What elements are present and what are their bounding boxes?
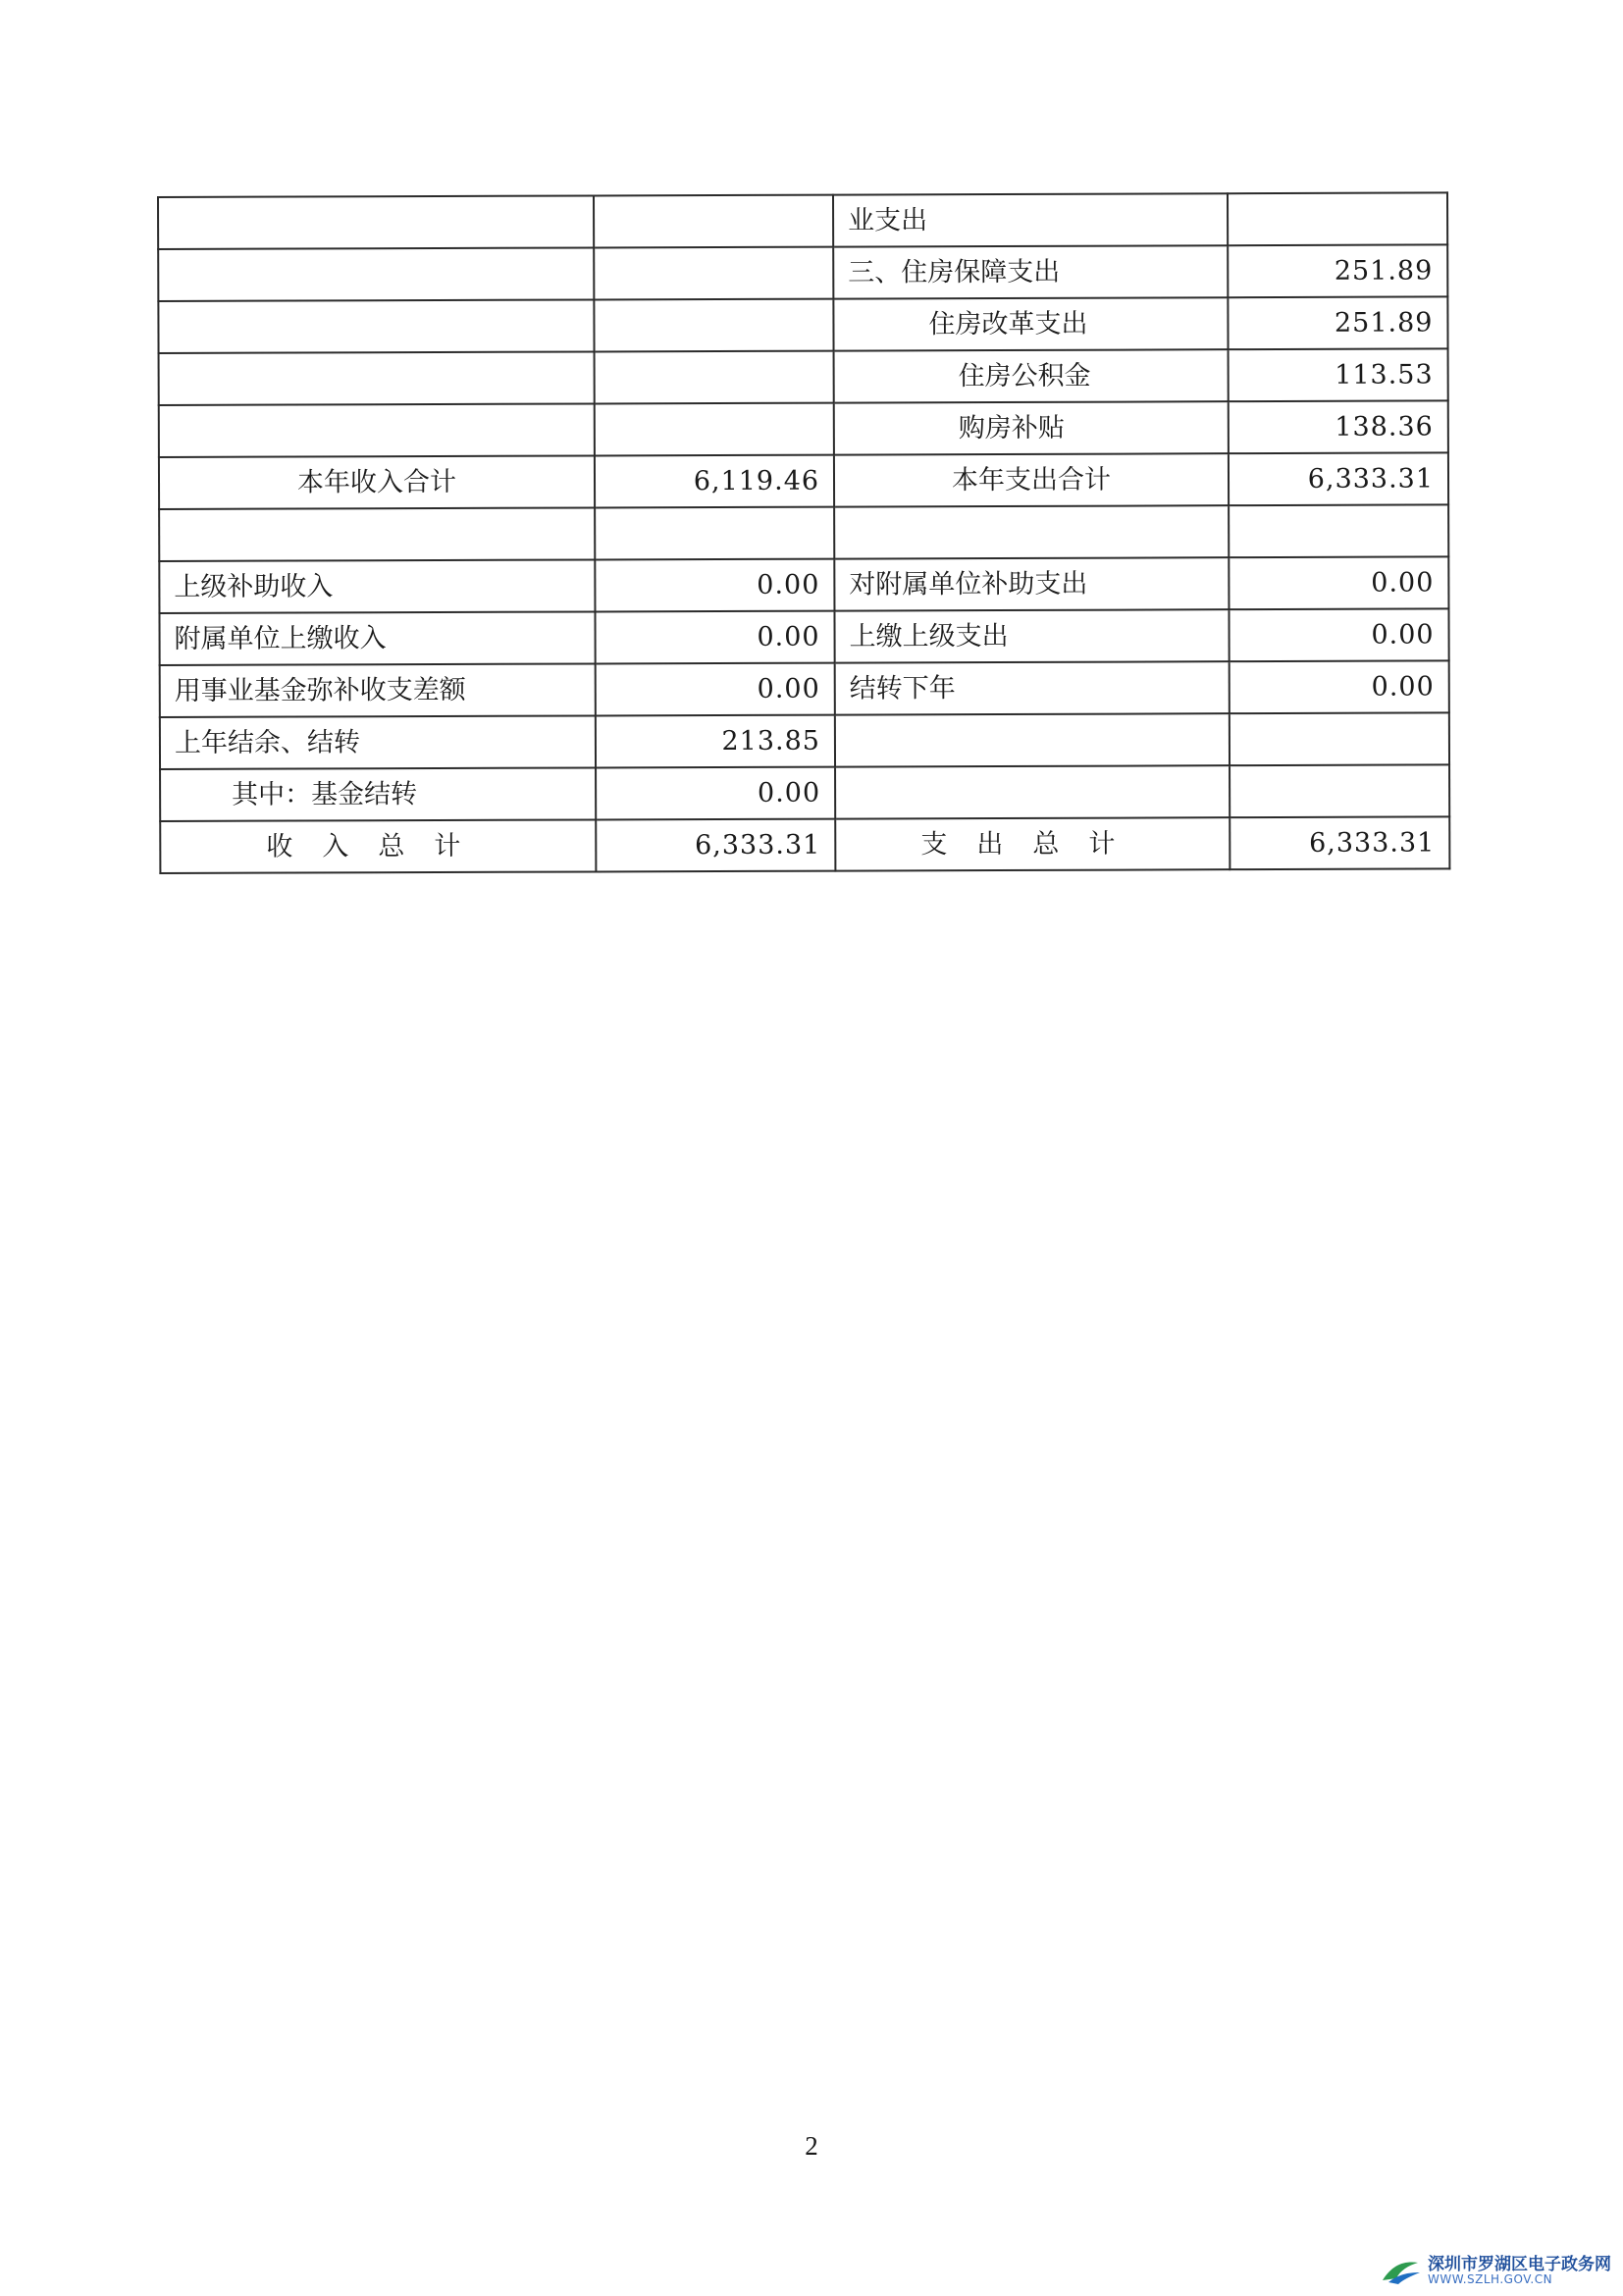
expense-value: 138.36 bbox=[1229, 400, 1448, 453]
expense-value: 0.00 bbox=[1230, 660, 1449, 713]
expense-value bbox=[1229, 504, 1448, 557]
table-row bbox=[159, 608, 1448, 665]
table-row bbox=[159, 556, 1448, 613]
table-row bbox=[160, 712, 1449, 769]
watermark bbox=[1379, 2254, 1611, 2287]
income-value: 0.00 bbox=[596, 663, 835, 716]
table-row bbox=[159, 400, 1448, 457]
income-value bbox=[594, 247, 833, 300]
table-row-subtotal bbox=[159, 452, 1448, 509]
income-label bbox=[158, 195, 594, 249]
expense-label bbox=[834, 505, 1229, 558]
watermark-text bbox=[1428, 2254, 1611, 2287]
income-label: 本年收入合计 bbox=[159, 455, 595, 509]
expense-value: 0.00 bbox=[1229, 556, 1448, 609]
szlh-logo-icon bbox=[1379, 2257, 1422, 2286]
expense-label: 本年支出合计 bbox=[834, 453, 1229, 506]
income-value bbox=[595, 507, 834, 560]
income-label bbox=[159, 507, 595, 561]
expense-value bbox=[1230, 764, 1449, 817]
income-label: 上年结余、结转 bbox=[160, 715, 596, 769]
table-row bbox=[158, 244, 1447, 301]
income-value: 213.85 bbox=[596, 715, 835, 768]
income-label: 附属单位上缴收入 bbox=[159, 611, 595, 665]
income-value: 0.00 bbox=[596, 767, 835, 820]
income-value: 0.00 bbox=[595, 559, 834, 612]
income-label bbox=[158, 299, 594, 353]
expense-label: 对附属单位补助支出 bbox=[834, 557, 1229, 610]
expense-label bbox=[835, 765, 1230, 818]
expense-value bbox=[1228, 192, 1447, 245]
expense-label: 住房公积金 bbox=[834, 349, 1229, 402]
expense-label: 住房改革支出 bbox=[833, 297, 1228, 350]
expense-label: 上缴上级支出 bbox=[834, 609, 1229, 662]
income-label bbox=[159, 351, 595, 405]
watermark-title: 深圳市罗湖区电子政务网 bbox=[1428, 2254, 1611, 2274]
expense-value: 251.89 bbox=[1228, 296, 1447, 349]
expense-label: 购房补贴 bbox=[834, 401, 1229, 454]
income-value: 0.00 bbox=[595, 611, 834, 664]
income-value bbox=[594, 299, 833, 352]
table-row bbox=[159, 504, 1448, 561]
expense-label: 三、住房保障支出 bbox=[833, 245, 1228, 298]
income-value bbox=[595, 351, 834, 404]
expense-value: 0.00 bbox=[1229, 608, 1448, 661]
income-label bbox=[158, 247, 594, 301]
page-number: 2 bbox=[805, 2131, 818, 2161]
budget-table bbox=[157, 191, 1450, 874]
expense-value: 6,333.31 bbox=[1229, 452, 1448, 505]
income-label: 收入总计 bbox=[160, 819, 596, 873]
table-row-total bbox=[160, 816, 1449, 873]
income-value: 6,119.46 bbox=[595, 455, 834, 508]
expense-value bbox=[1230, 712, 1449, 765]
table-row bbox=[160, 764, 1449, 821]
expense-label: 支出总计 bbox=[835, 817, 1230, 870]
income-value bbox=[594, 195, 833, 248]
table-row bbox=[159, 348, 1448, 405]
expense-value: 113.53 bbox=[1229, 348, 1448, 401]
expense-label: 结转下年 bbox=[835, 661, 1230, 714]
table-row bbox=[158, 192, 1447, 249]
expense-value: 6,333.31 bbox=[1230, 816, 1449, 869]
income-value bbox=[595, 403, 834, 456]
table-row bbox=[158, 296, 1447, 353]
income-label: 上级补助收入 bbox=[159, 559, 595, 613]
expense-label: 业支出 bbox=[833, 193, 1228, 246]
income-label: 用事业基金弥补收支差额 bbox=[160, 663, 596, 717]
watermark-url: WWW.SZLH.GOV.CN bbox=[1428, 2272, 1553, 2287]
income-label: 其中：基金结转 bbox=[160, 767, 596, 821]
income-value: 6,333.31 bbox=[596, 819, 835, 872]
income-label bbox=[159, 403, 595, 457]
table-row bbox=[160, 660, 1449, 717]
expense-label bbox=[835, 713, 1230, 766]
expense-value: 251.89 bbox=[1228, 244, 1447, 297]
